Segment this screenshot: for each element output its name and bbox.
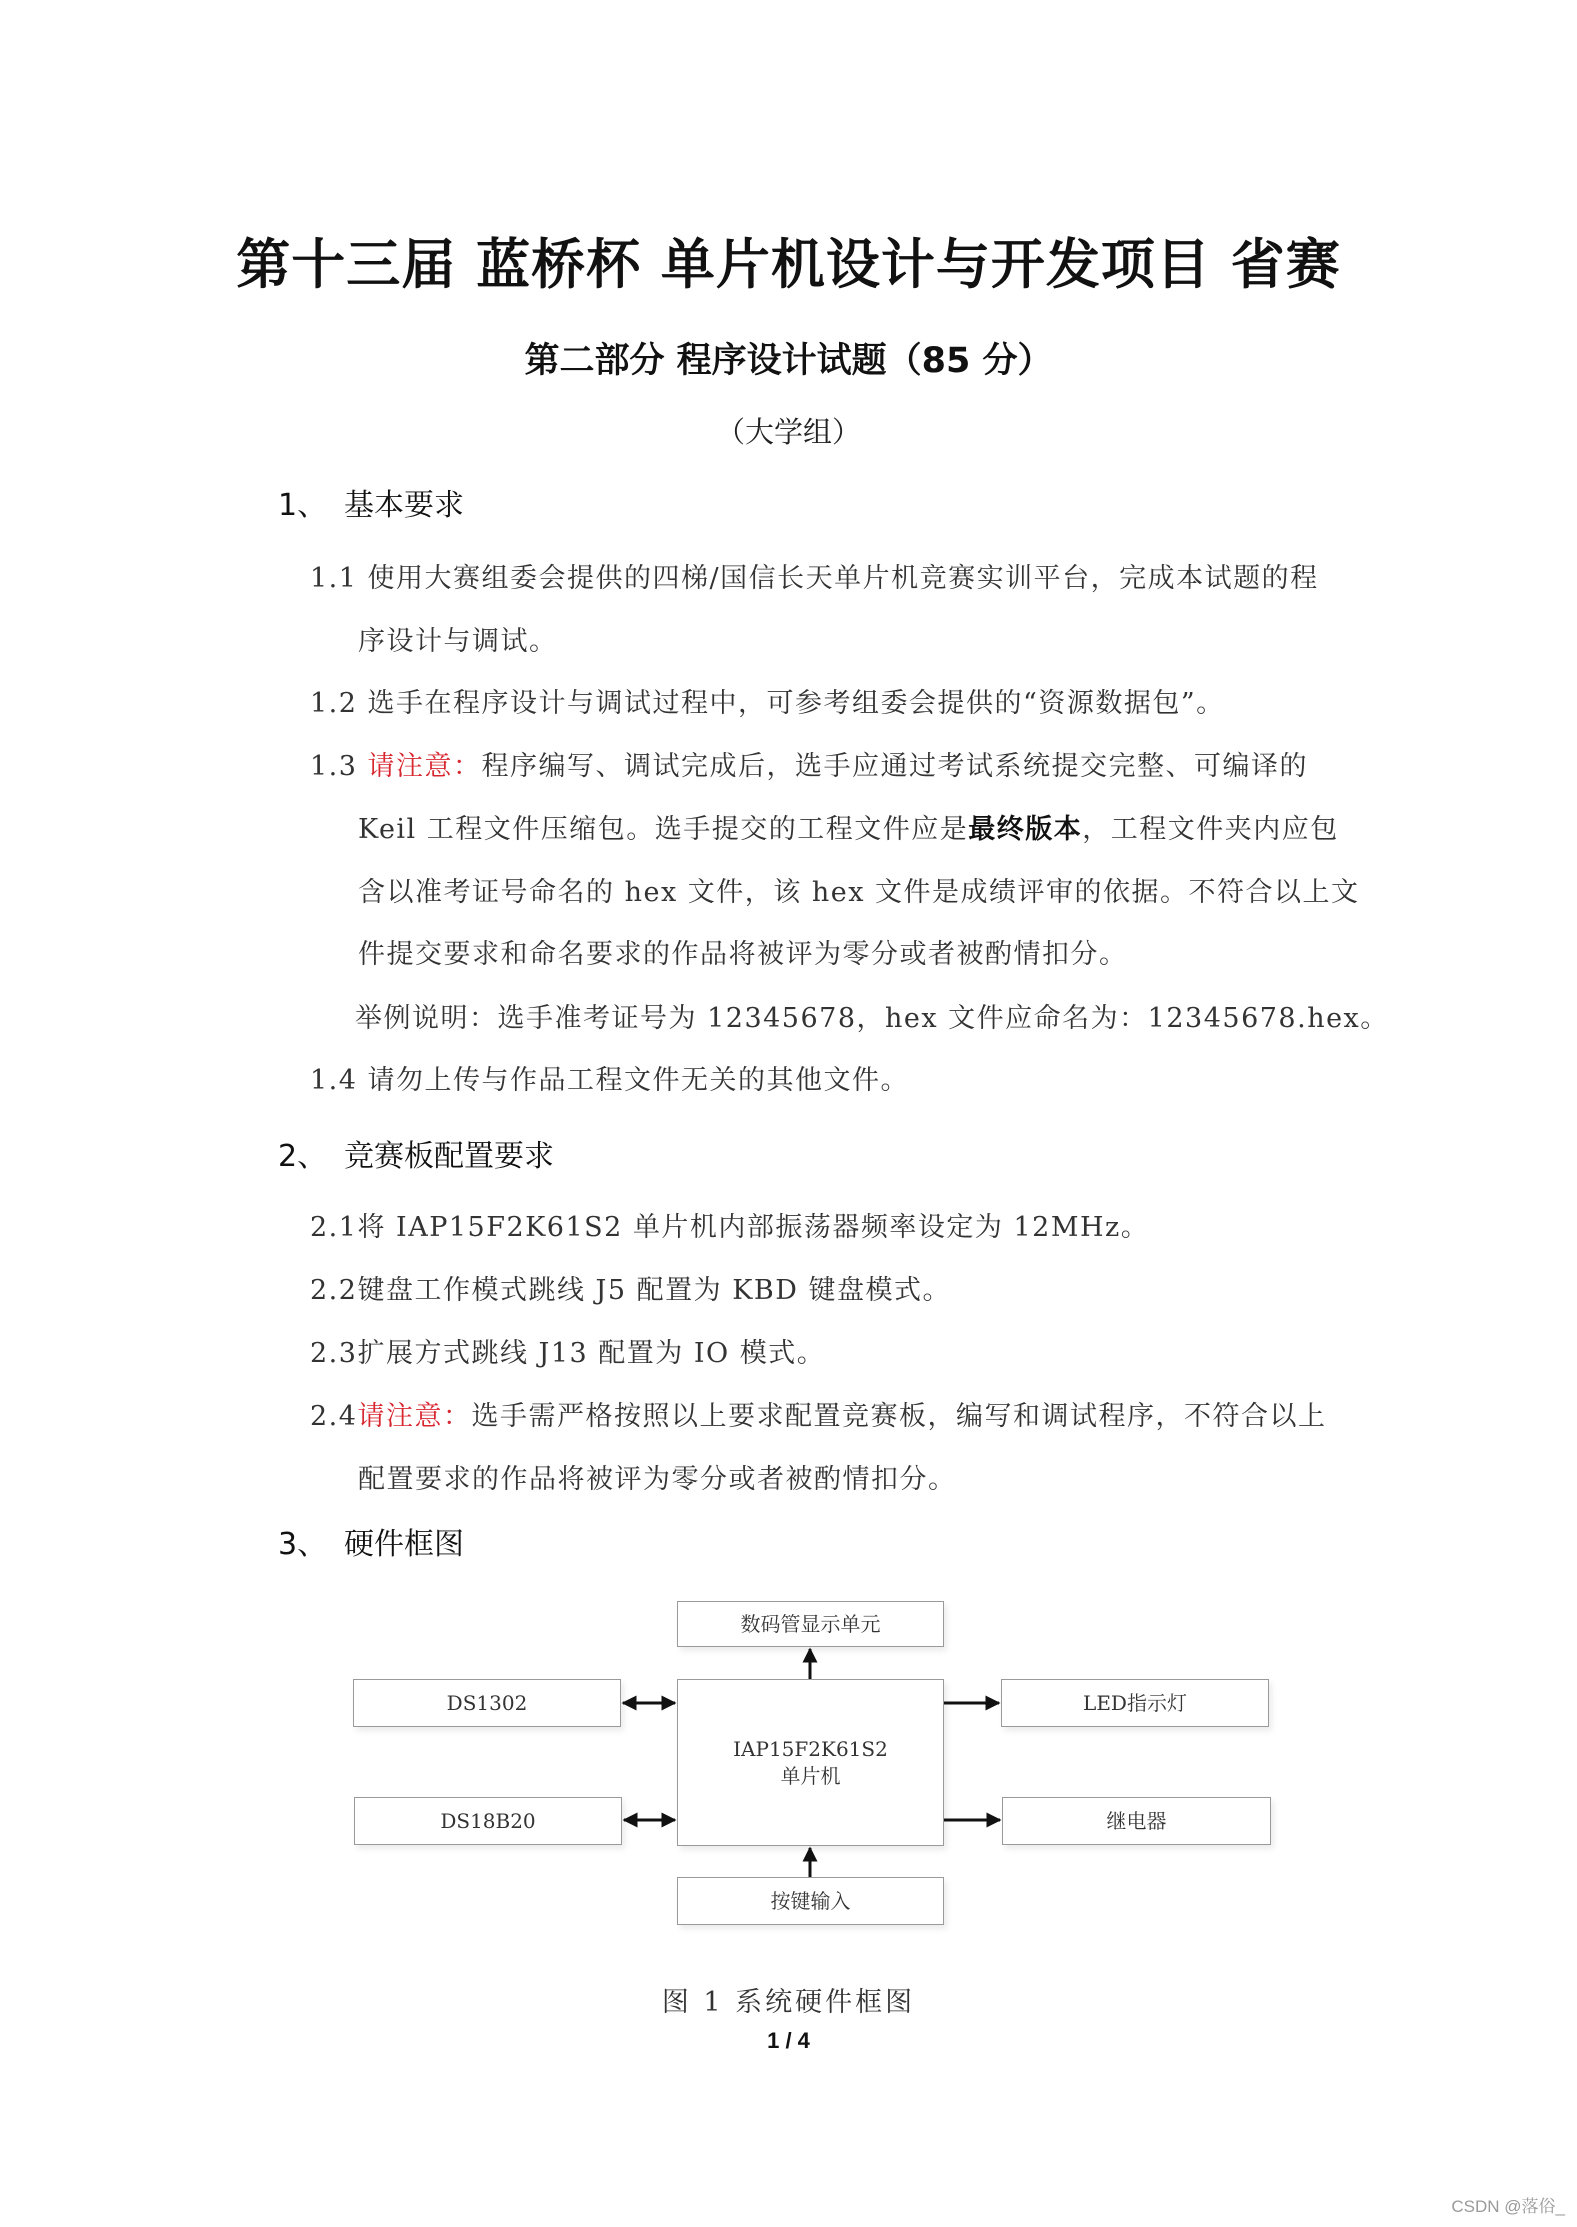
document-subtitle: 第二部分 程序设计试题（85 分） [524,341,1053,381]
mcu-label: 单片机 [780,1763,841,1788]
section-number: 1、 [278,488,328,523]
section-number: 2、 [278,1139,328,1174]
ds18b20-box: DS18B20 [354,1797,622,1845]
item-number: 1.3 [310,751,358,782]
item-1-1-cont: 序设计与调试。 [358,626,558,657]
item-text: 键盘工作模式跳线 J5 配置为 KBD 键盘模式。 [357,1275,951,1306]
section-title: 硬件框图 [344,1527,464,1562]
section-title: 竞赛板配置要求 [344,1139,554,1174]
item-number: 2.3 [310,1338,358,1369]
item-1-3-example: 举例说明：选手准考证号为 12345678，hex 文件应命名为：12345678.hex。 [355,1003,1389,1034]
display-unit-box: 数码管显示单元 [677,1601,944,1647]
item-number: 1.4 [310,1065,358,1096]
section-number: 3、 [278,1527,328,1562]
item-number: 1.2 [310,688,358,719]
item-2-4-cont: 配置要求的作品将被评为零分或者被酌情扣分。 [358,1464,957,1495]
item-number: 1.1 [310,563,358,594]
mcu-model: IAP15F2K61S2 [733,1736,888,1761]
item-text: 选手在程序设计与调试过程中，可参考组委会提供的“资源数据包”。 [367,688,1225,719]
led-box: LED指示灯 [1001,1679,1269,1727]
watermark: CSDN @落俗_ [1451,2197,1565,2216]
item-text: 扩展方式跳线 J13 配置为 IO 模式。 [357,1338,826,1369]
figure-caption: 图 1 系统硬件框图 [661,1987,916,2018]
notice-label: 请注意： [357,1401,472,1432]
item-text: 使用大赛组委会提供的四梯/国信长天单片机竞赛实训平台，完成本试题的程 [367,563,1319,594]
group-label: （大学组） [715,415,861,449]
item-number: 2.1 [310,1212,358,1243]
item-1-3-line3: 含以准考证号命名的 hex 文件，该 hex 文件是成绩评审的依据。不符合以上文 [358,877,1360,908]
document-title: 第十三届 蓝桥杯 单片机设计与开发项目 省赛 [236,233,1341,296]
item-text: 请勿上传与作品工程文件无关的其他文件。 [367,1065,910,1096]
item-1-3-line4: 件提交要求和命名要求的作品将被评为零分或者被酌情扣分。 [358,939,1128,970]
section-title: 基本要求 [344,488,464,523]
item-number: 2.2 [310,1275,358,1306]
text-span: ，工程文件夹内应包 [1082,814,1339,845]
notice-label: 请注意： [367,751,482,782]
emphasis-final-version: 最终版本 [968,814,1083,845]
page-number: 1 / 4 [767,2028,810,2053]
key-input-box: 按键输入 [677,1877,944,1925]
item-number: 2.4 [310,1401,358,1432]
item-text: 程序编写、调试完成后，选手应通过考试系统提交完整、可编译的 [481,751,1309,782]
item-text: 选手需严格按照以上要求配置竞赛板，编写和调试程序，不符合以上 [471,1401,1327,1432]
ds1302-box: DS1302 [353,1679,621,1727]
text-span: Keil 工程文件压缩包。选手提交的工程文件应是 [358,814,969,845]
relay-box: 继电器 [1002,1797,1271,1845]
item-text: 将 IAP15F2K61S2 单片机内部振荡器频率设定为 12MHz。 [357,1212,1150,1243]
